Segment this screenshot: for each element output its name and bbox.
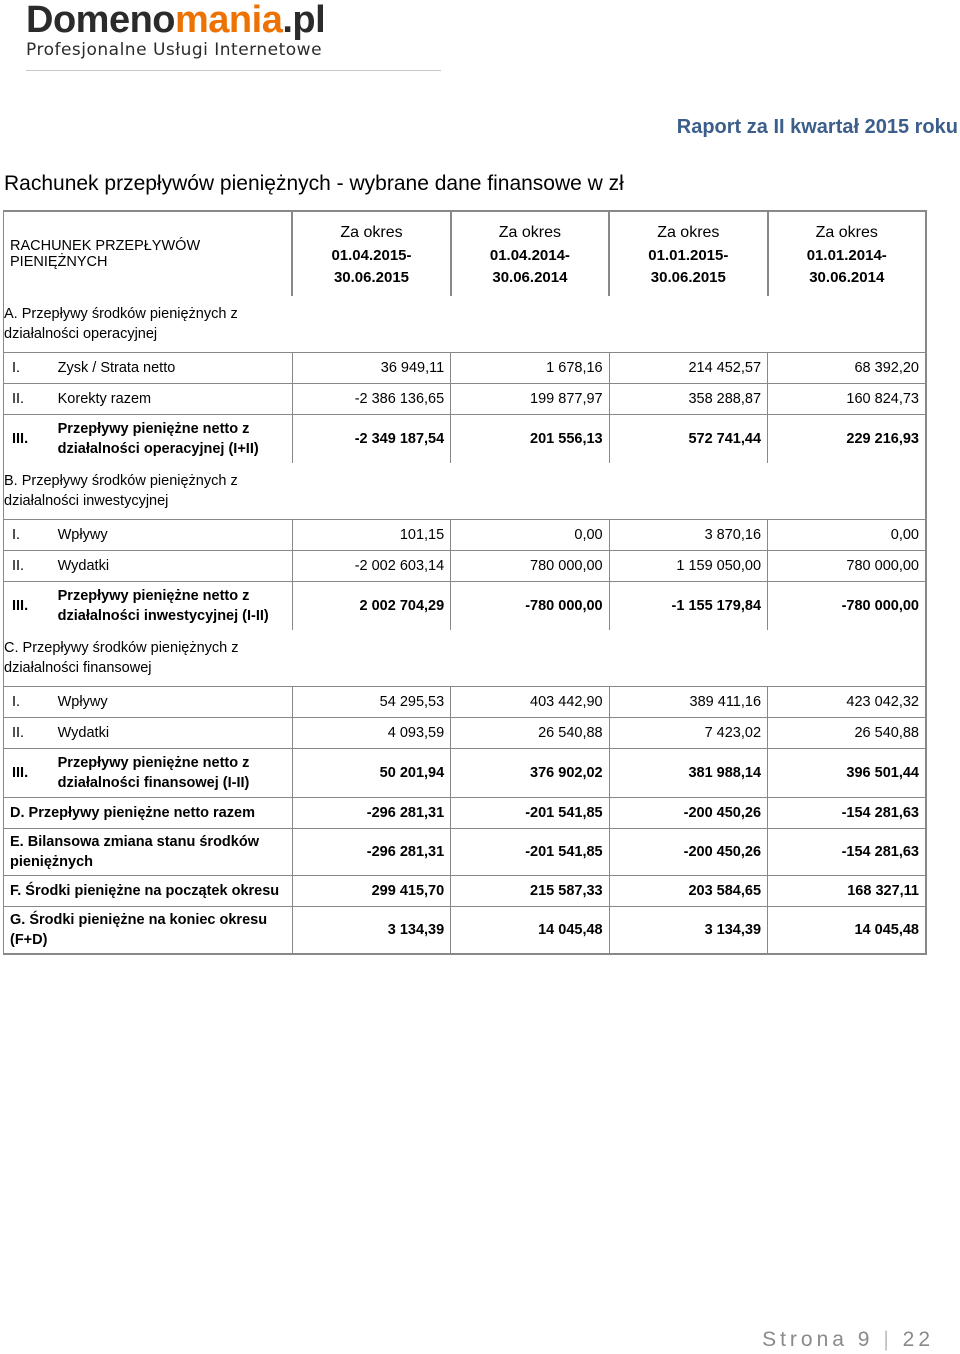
summary-row-f: F. Środki pieniężne na początek okresu 299 415,70 215 587,33 203 584,65 168 327,11 (4, 876, 927, 907)
logo-wordmark: Domenomania.pl (26, 0, 326, 41)
header-label: RACHUNEK PRZEPŁYWÓW PIENIĘŻNYCH (4, 211, 293, 296)
summary-row-g: G. Środki pieniężne na koniec okresu (F+D) 3 134,39 14 045,48 3 134,39 14 045,48 (4, 907, 927, 955)
table-row: I. Wpływy 101,15 0,00 3 870,16 0,00 (4, 520, 927, 551)
section-c-total-row: III. Przepływy pieniężne netto z działalności finansowej (I-II) 50 201,94 376 902,02 381 988,14 396 501,44 (4, 749, 927, 798)
section-a-title: A. Przepływy środków pieniężnych z działalności operacyjnej (4, 296, 293, 353)
header-period-2: Za okres 01.04.2014- 30.06.2014 (451, 211, 609, 296)
footer-total: 22 (902, 1328, 934, 1351)
section-a-total-row: III. Przepływy pieniężne netto z działalności operacyjnej (I+II) -2 349 187,54 201 556,13 572 741,44 229 216,93 (4, 415, 927, 464)
section-c-title-row (4, 630, 927, 687)
section-b-title: B. Przepływy środków pieniężnych z działalności inwestycyjnej (4, 463, 293, 520)
page-number-footer (762, 1328, 934, 1352)
table-header-row (4, 211, 927, 296)
footer-word: Strona (762, 1328, 848, 1351)
report-title: Raport za II kwartał 2015 roku (676, 116, 958, 138)
section-b-total-row: III. Przepływy pieniężne netto z działalności inwestycyjnej (I-II) 2 002 704,29 -780 000,00 -1 155 179,84 -780 000,00 (4, 582, 927, 631)
header-period-4: Za okres 01.01.2014- 30.06.2014 (768, 211, 926, 296)
logo-tagline: Profesjonalne Usługi Internetowe (26, 40, 323, 60)
page-title: Rachunek przepływów pieniężnych - wybrane dane finansowe w zł (4, 172, 624, 195)
table-row: I. Wpływy 54 295,53 403 442,90 389 411,16 423 042,32 (4, 687, 927, 718)
header-divider (26, 70, 441, 71)
domenomania-logo (26, 0, 325, 60)
summary-row-e: E. Bilansowa zmiana stanu środków pieniężnych -296 281,31 -201 541,85 -200 450,26 -154 281,63 (4, 829, 927, 876)
table-row: II. Wydatki -2 002 603,14 780 000,00 1 159 050,00 780 000,00 (4, 551, 927, 582)
header-period-1: Za okres 01.04.2015- 30.06.2015 (292, 211, 450, 296)
table-row: II. Korekty razem -2 386 136,65 199 877,97 358 288,87 160 824,73 (4, 384, 927, 415)
footer-page: 9 (857, 1328, 874, 1351)
summary-row-d: D. Przepływy pieniężne netto razem -296 281,31 -201 541,85 -200 450,26 -154 281,63 (4, 798, 927, 829)
cash-flow-table (3, 210, 927, 955)
table-row: II. Wydatki 4 093,59 26 540,88 7 423,02 26 540,88 (4, 718, 927, 749)
table-row: I. Zysk / Strata netto 36 949,11 1 678,16 214 452,57 68 392,20 (4, 353, 927, 384)
section-a-title-row (4, 296, 927, 353)
section-b-title-row (4, 463, 927, 520)
section-c-title: C. Przepływy środków pieniężnych z działalności finansowej (4, 630, 293, 687)
footer-separator: | (883, 1328, 893, 1351)
header-period-3: Za okres 01.01.2015- 30.06.2015 (609, 211, 767, 296)
